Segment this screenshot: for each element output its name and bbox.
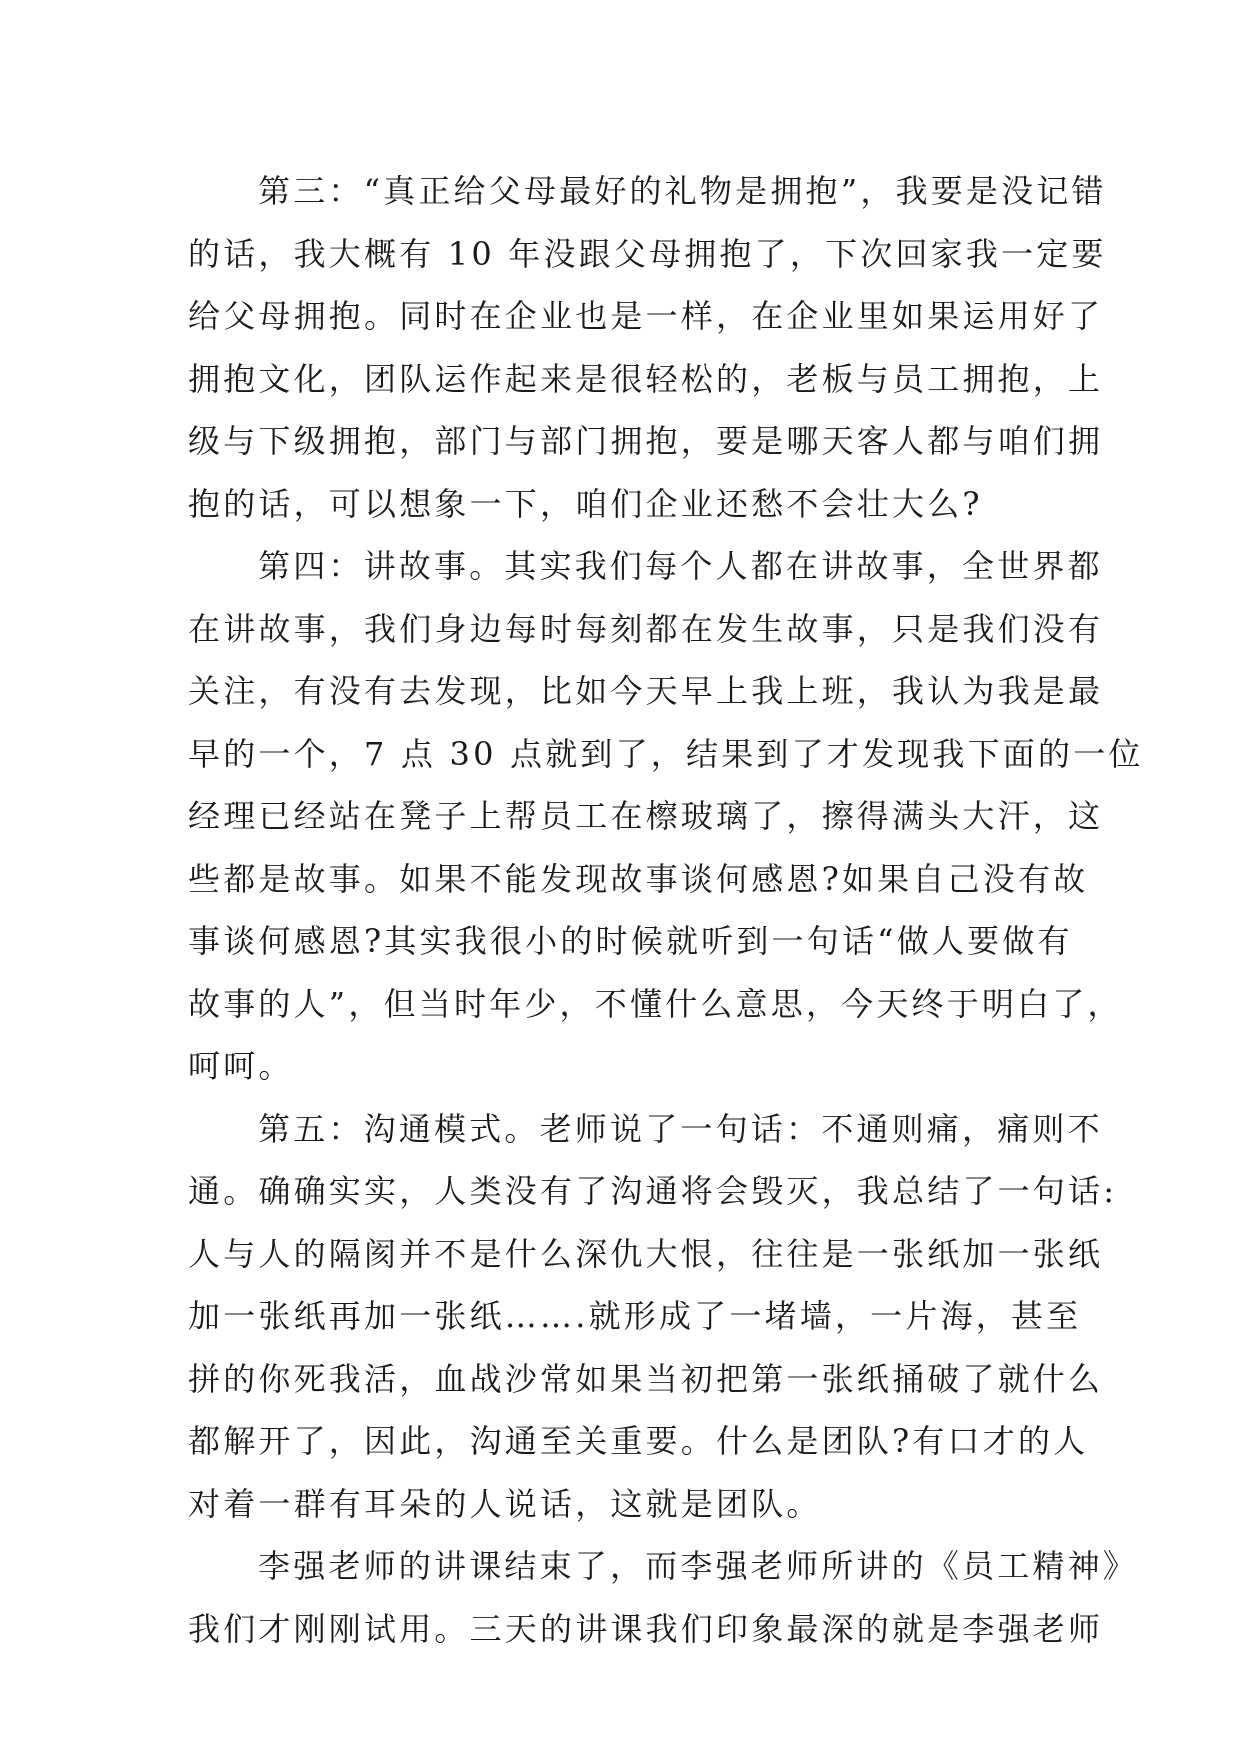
text-line: 拼的你死我活，血战沙常如果当初把第一张纸捅破了就什么	[188, 1359, 1104, 1398]
paragraph-first-line: 第五：沟通模式。老师说了一句话：不通则痛，痛则不	[258, 1109, 1103, 1148]
text-line: 事谈何感恩?其实我很小的时候就听到一句话“做人要做有	[188, 922, 1073, 960]
text-line: 通。确确实实，人类没有了沟通将会毁灭，我总结了一句话:	[188, 1172, 1118, 1210]
text-line: 在讲故事，我们身边每时每刻都在发生故事，只是我们没有	[188, 609, 1104, 648]
text-line: 对着一群有耳朵的人说话，这就是团队。	[188, 1484, 822, 1523]
text-line: 加一张纸再加一张纸…….就形成了一堵墙，一片海，甚至	[188, 1297, 1082, 1335]
paragraph-first-line: 第三：“真正给父母最好的礼物是拥抱”，我要是没记错	[258, 172, 1107, 210]
text-line: 关注，有没有去发现，比如今天早上我上班，我认为我是最	[188, 672, 1104, 710]
text-line: 呵呵。	[188, 1047, 294, 1085]
text-line: 早的一个，7 点 30 点就到了，结果到了才发现我下面的一位	[188, 734, 1144, 773]
paragraph-first-line: 第四：讲故事。其实我们每个人都在讲故事，全世界都	[258, 547, 1103, 585]
text-line: 抱的话，可以想象一下，咱们企业还愁不会壮大么?	[188, 484, 983, 523]
text-line: 我们才刚刚试用。三天的讲课我们印象最深的就是李强老师	[188, 1609, 1104, 1648]
text-line: 拥抱文化，团队运作起来是很轻松的，老板与员工拥抱，上	[188, 359, 1104, 398]
text-line: 经理已经站在凳子上帮员工在檫玻璃了，擦得满头大汗，这	[188, 797, 1104, 835]
paragraph-first-line: 李强老师的讲课结束了，而李强老师所讲的《员工精神》	[258, 1547, 1139, 1585]
body-text	[188, 160, 1144, 1660]
text-line: 的话，我大概有 10 年没跟父母拥抱了，下次回家我一定要	[188, 234, 1107, 273]
text-line: 些都是故事。如果不能发现故事谈何感恩?如果自己没有故	[188, 859, 1089, 898]
text-line: 给父母拥抱。同时在企业也是一样，在企业里如果运用好了	[188, 297, 1104, 335]
text-line: 人与人的隔阂并不是什么深仇大恨，往往是一张纸加一张纸	[188, 1234, 1104, 1273]
text-line: 都解开了，因此，沟通至关重要。什么是团队?有口才的人	[188, 1422, 1089, 1460]
text-line: 故事的人”，但当时年少，不懂什么意思，今天终于明白了，	[188, 984, 1123, 1023]
text-line: 级与下级拥抱，部门与部门拥抱，要是哪天客人都与咱们拥	[188, 422, 1104, 460]
